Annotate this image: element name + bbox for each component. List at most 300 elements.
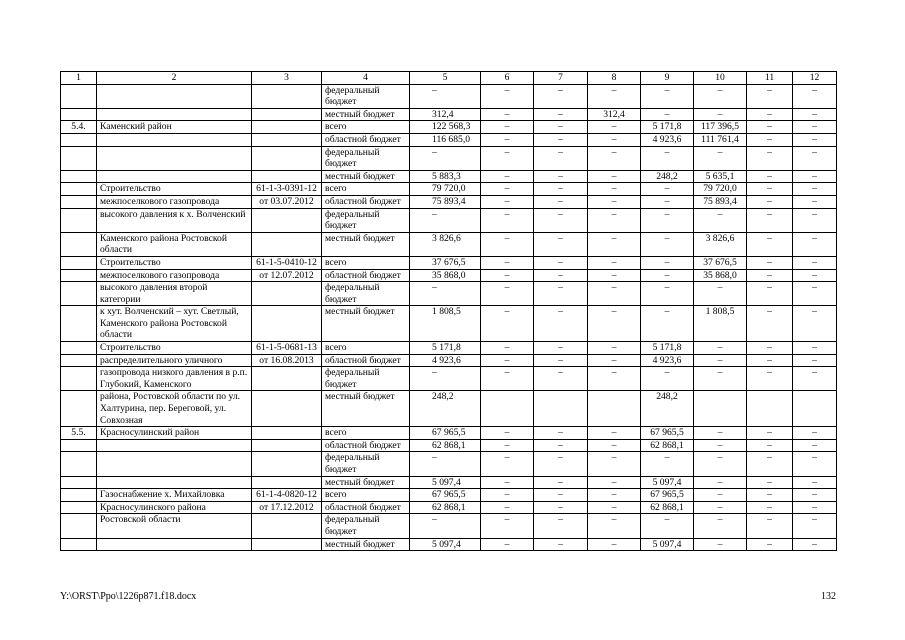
value-cell: 67 965,5 (410, 489, 481, 502)
table-row (61, 170, 837, 183)
table-row (61, 427, 837, 440)
table-row (61, 108, 837, 121)
value-cell: 5 097,4 (410, 476, 481, 489)
document-ref-cell: от 03.07.2012 (252, 195, 322, 208)
value-cell: 312,4 (588, 108, 641, 121)
value-cell: – (793, 342, 837, 355)
value-cell (793, 391, 837, 427)
table-row (61, 476, 837, 489)
table-row (61, 439, 837, 452)
funding-source-cell: федеральный бюджет (322, 208, 410, 232)
value-cell: – (534, 476, 588, 489)
value-cell: 248,2 (410, 391, 481, 427)
header-cell: 9 (641, 72, 694, 85)
value-cell: – (481, 269, 534, 282)
table-row (61, 121, 837, 134)
value-cell: 62 868,1 (641, 501, 694, 514)
value-cell: – (747, 367, 793, 391)
value-cell: – (793, 108, 837, 121)
value-cell: 3 826,6 (694, 232, 747, 256)
value-cell: – (793, 439, 837, 452)
value-cell: – (588, 146, 641, 170)
funding-source-cell: областной бюджет (322, 269, 410, 282)
value-cell: – (481, 306, 534, 342)
object-name-cell: Красносулинского района (97, 501, 252, 514)
value-cell: – (588, 183, 641, 196)
value-cell: 5 171,8 (641, 121, 694, 134)
item-number-cell (61, 538, 97, 551)
value-cell: – (694, 514, 747, 538)
value-cell: – (481, 256, 534, 269)
value-cell: – (534, 306, 588, 342)
header-cell: 8 (588, 72, 641, 85)
value-cell: – (793, 514, 837, 538)
header-cell: 3 (252, 72, 322, 85)
value-cell: – (793, 133, 837, 146)
document-ref-cell: 61-1-3-0391-12 (252, 183, 322, 196)
document-ref-cell (252, 84, 322, 108)
funding-source-cell: федеральный бюджет (322, 146, 410, 170)
page-number: 132 (821, 591, 836, 602)
value-cell: – (588, 195, 641, 208)
table-row (61, 84, 837, 108)
value-cell: – (481, 146, 534, 170)
item-number-cell (61, 170, 97, 183)
object-name-cell (97, 146, 252, 170)
value-cell: – (747, 183, 793, 196)
document-ref-cell (252, 367, 322, 391)
value-cell: – (534, 342, 588, 355)
funding-source-cell: областной бюджет (322, 439, 410, 452)
table-row (61, 269, 837, 282)
value-cell: – (534, 452, 588, 476)
table-row (61, 282, 837, 306)
document-ref-cell: 61-1-5-0681-13 (252, 342, 322, 355)
value-cell: – (747, 342, 793, 355)
value-cell: – (747, 121, 793, 134)
value-cell: – (534, 282, 588, 306)
value-cell: – (793, 269, 837, 282)
value-cell: – (641, 232, 694, 256)
value-cell: – (641, 367, 694, 391)
value-cell: 67 965,5 (641, 427, 694, 440)
value-cell: 62 868,1 (641, 439, 694, 452)
item-number-cell (61, 439, 97, 452)
value-cell: 5 171,8 (410, 342, 481, 355)
value-cell: – (793, 84, 837, 108)
value-cell: – (793, 183, 837, 196)
value-cell: – (534, 269, 588, 282)
item-number-cell (61, 282, 97, 306)
object-name-cell (97, 133, 252, 146)
header-cell: 7 (534, 72, 588, 85)
value-cell: 111 761,4 (694, 133, 747, 146)
table-row (61, 306, 837, 342)
header-cell: 5 (410, 72, 481, 85)
table-row (61, 391, 837, 427)
table-row (61, 183, 837, 196)
value-cell: – (747, 133, 793, 146)
document-ref-cell (252, 452, 322, 476)
value-cell: – (410, 514, 481, 538)
value-cell: 3 826,6 (410, 232, 481, 256)
item-number-cell (61, 195, 97, 208)
value-cell: 37 676,5 (410, 256, 481, 269)
item-number-cell (61, 84, 97, 108)
funding-source-cell: всего (322, 121, 410, 134)
value-cell: – (534, 108, 588, 121)
table-row (61, 256, 837, 269)
table-body (61, 72, 837, 551)
value-cell: – (793, 354, 837, 367)
value-cell: – (747, 208, 793, 232)
value-cell: – (694, 489, 747, 502)
value-cell: – (694, 439, 747, 452)
value-cell: – (793, 256, 837, 269)
value-cell: – (747, 476, 793, 489)
document-ref-cell: 61-1-5-0410-12 (252, 256, 322, 269)
funding-source-cell: федеральный бюджет (322, 282, 410, 306)
value-cell: – (641, 256, 694, 269)
value-cell: – (747, 427, 793, 440)
table-row (61, 501, 837, 514)
header-cell: 4 (322, 72, 410, 85)
table-row (61, 367, 837, 391)
object-name-cell (97, 439, 252, 452)
value-cell: – (481, 232, 534, 256)
value-cell (694, 391, 747, 427)
object-name-cell: межпоселкового газопровода (97, 269, 252, 282)
value-cell: – (793, 538, 837, 551)
value-cell: – (793, 501, 837, 514)
funding-source-cell: федеральный бюджет (322, 367, 410, 391)
value-cell: – (694, 342, 747, 355)
value-cell: – (534, 538, 588, 551)
value-cell: – (588, 354, 641, 367)
value-cell: 79 720,0 (694, 183, 747, 196)
header-cell: 6 (481, 72, 534, 85)
value-cell: – (588, 514, 641, 538)
value-cell: – (534, 195, 588, 208)
value-cell: – (641, 84, 694, 108)
value-cell: – (534, 367, 588, 391)
funding-source-cell: местный бюджет (322, 476, 410, 489)
value-cell: 122 568,3 (410, 121, 481, 134)
header-cell: 11 (747, 72, 793, 85)
object-name-cell: высокого давления второй категории (97, 282, 252, 306)
value-cell: 312,4 (410, 108, 481, 121)
value-cell: – (588, 232, 641, 256)
value-cell: – (694, 427, 747, 440)
object-name-cell (97, 476, 252, 489)
value-cell: – (747, 170, 793, 183)
value-cell: – (588, 367, 641, 391)
funding-source-cell: федеральный бюджет (322, 514, 410, 538)
item-number-cell (61, 108, 97, 121)
value-cell: – (747, 538, 793, 551)
value-cell: 67 965,5 (641, 489, 694, 502)
header-cell: 10 (694, 72, 747, 85)
budget-table (60, 71, 837, 551)
value-cell: – (534, 514, 588, 538)
value-cell: – (534, 121, 588, 134)
value-cell: – (793, 282, 837, 306)
value-cell: 5 097,4 (410, 538, 481, 551)
value-cell: – (747, 452, 793, 476)
item-number-cell (61, 208, 97, 232)
document-ref-cell (252, 427, 322, 440)
funding-source-cell: местный бюджет (322, 538, 410, 551)
object-name-cell (97, 452, 252, 476)
value-cell: – (641, 183, 694, 196)
value-cell: – (694, 452, 747, 476)
object-name-cell: Красносулинский район (97, 427, 252, 440)
document-ref-cell (252, 146, 322, 170)
item-number-cell (61, 354, 97, 367)
object-name-cell (97, 84, 252, 108)
value-cell: – (588, 427, 641, 440)
value-cell: – (588, 170, 641, 183)
table-row (61, 146, 837, 170)
value-cell: – (793, 170, 837, 183)
value-cell: – (641, 282, 694, 306)
value-cell: – (410, 282, 481, 306)
value-cell (481, 391, 534, 427)
value-cell: – (793, 121, 837, 134)
value-cell: – (793, 427, 837, 440)
document-ref-cell (252, 170, 322, 183)
value-cell: – (534, 439, 588, 452)
value-cell: 248,2 (641, 391, 694, 427)
value-cell: – (793, 452, 837, 476)
item-number-cell (61, 489, 97, 502)
funding-source-cell: всего (322, 489, 410, 502)
value-cell: – (694, 538, 747, 551)
item-number-cell (61, 146, 97, 170)
header-cell: 2 (97, 72, 252, 85)
object-name-cell (97, 170, 252, 183)
value-cell: – (793, 476, 837, 489)
value-cell: 1 808,5 (410, 306, 481, 342)
value-cell: 1 808,5 (694, 306, 747, 342)
value-cell: – (747, 489, 793, 502)
item-number-cell: 5.5. (61, 427, 97, 440)
document-ref-cell: от 16.08.2013 (252, 354, 322, 367)
value-cell: – (641, 514, 694, 538)
object-name-cell (97, 108, 252, 121)
funding-source-cell: всего (322, 342, 410, 355)
document-ref-cell: от 12.07.2012 (252, 269, 322, 282)
funding-source-cell: местный бюджет (322, 306, 410, 342)
item-number-cell (61, 391, 97, 427)
table-row (61, 208, 837, 232)
value-cell (534, 391, 588, 427)
object-name-cell: Каменского района Ростовской области (97, 232, 252, 256)
value-cell: – (481, 514, 534, 538)
object-name-cell: высокого давления к х. Волченский (97, 208, 252, 232)
object-name-cell: Газоснабжение х. Михайловка (97, 489, 252, 502)
table-row (61, 489, 837, 502)
object-name-cell: района, Ростовской области по ул. Халтурина, пер. Береговой, ул. Совхозная (97, 391, 252, 427)
value-cell: – (747, 282, 793, 306)
value-cell: – (588, 489, 641, 502)
value-cell: 4 923,6 (410, 354, 481, 367)
value-cell: – (481, 121, 534, 134)
value-cell: 35 868,0 (694, 269, 747, 282)
value-cell: – (588, 452, 641, 476)
funding-source-cell: местный бюджет (322, 170, 410, 183)
value-cell: – (588, 269, 641, 282)
value-cell: – (694, 84, 747, 108)
value-cell: – (481, 367, 534, 391)
value-cell: – (641, 269, 694, 282)
value-cell: – (588, 84, 641, 108)
value-cell: – (641, 208, 694, 232)
value-cell: – (481, 208, 534, 232)
value-cell: – (747, 256, 793, 269)
value-cell: – (534, 232, 588, 256)
document-ref-cell (252, 208, 322, 232)
value-cell: – (641, 452, 694, 476)
item-number-cell (61, 232, 97, 256)
value-cell: – (793, 232, 837, 256)
value-cell: – (694, 501, 747, 514)
value-cell: – (534, 84, 588, 108)
value-cell: – (481, 354, 534, 367)
value-cell: 37 676,5 (694, 256, 747, 269)
value-cell: – (588, 133, 641, 146)
value-cell: – (481, 183, 534, 196)
document-ref-cell: от 17.12.2012 (252, 501, 322, 514)
value-cell: – (747, 306, 793, 342)
value-cell: – (481, 538, 534, 551)
document-ref-cell (252, 439, 322, 452)
header-row (61, 72, 837, 85)
funding-source-cell: всего (322, 427, 410, 440)
value-cell: – (481, 133, 534, 146)
funding-source-cell: федеральный бюджет (322, 84, 410, 108)
funding-source-cell: всего (322, 183, 410, 196)
value-cell (588, 391, 641, 427)
value-cell: 5 097,4 (641, 476, 694, 489)
value-cell: – (793, 489, 837, 502)
value-cell: – (747, 501, 793, 514)
header-cell: 1 (61, 72, 97, 85)
value-cell: – (481, 501, 534, 514)
value-cell: – (534, 170, 588, 183)
value-cell: – (747, 84, 793, 108)
value-cell: – (534, 183, 588, 196)
value-cell: – (588, 256, 641, 269)
table-row (61, 133, 837, 146)
funding-source-cell: областной бюджет (322, 195, 410, 208)
funding-source-cell: федеральный бюджет (322, 452, 410, 476)
object-name-cell (97, 538, 252, 551)
object-name-cell: Каменский район (97, 121, 252, 134)
value-cell: – (641, 108, 694, 121)
value-cell: 62 868,1 (410, 501, 481, 514)
value-cell: – (793, 146, 837, 170)
value-cell: – (694, 476, 747, 489)
document-ref-cell (252, 514, 322, 538)
object-name-cell: Строительство (97, 256, 252, 269)
value-cell: – (481, 452, 534, 476)
value-cell: – (641, 195, 694, 208)
value-cell: – (481, 195, 534, 208)
object-name-cell: Строительство (97, 183, 252, 196)
document-ref-cell (252, 108, 322, 121)
value-cell: – (588, 476, 641, 489)
value-cell: – (747, 269, 793, 282)
value-cell: – (534, 146, 588, 170)
item-number-cell (61, 306, 97, 342)
object-name-cell: межпоселкового газопровода (97, 195, 252, 208)
value-cell: 4 923,6 (641, 133, 694, 146)
document-ref-cell (252, 391, 322, 427)
value-cell: – (793, 195, 837, 208)
value-cell: – (534, 354, 588, 367)
value-cell: – (694, 146, 747, 170)
value-cell: – (747, 146, 793, 170)
object-name-cell: Строительство (97, 342, 252, 355)
document-ref-cell (252, 306, 322, 342)
value-cell: – (694, 282, 747, 306)
value-cell: – (641, 306, 694, 342)
value-cell: – (793, 367, 837, 391)
value-cell: – (747, 195, 793, 208)
document-ref-cell (252, 282, 322, 306)
item-number-cell (61, 367, 97, 391)
value-cell: – (410, 367, 481, 391)
value-cell: – (694, 108, 747, 121)
document-ref-cell (252, 121, 322, 134)
item-number-cell (61, 133, 97, 146)
document-ref-cell (252, 232, 322, 256)
funding-source-cell: местный бюджет (322, 108, 410, 121)
value-cell: – (588, 208, 641, 232)
value-cell: – (481, 342, 534, 355)
value-cell: – (481, 476, 534, 489)
value-cell: 75 893,4 (410, 195, 481, 208)
funding-source-cell: всего (322, 256, 410, 269)
value-cell: – (481, 439, 534, 452)
funding-source-cell: областной бюджет (322, 133, 410, 146)
value-cell: 5 171,8 (641, 342, 694, 355)
document-ref-cell (252, 133, 322, 146)
item-number-cell (61, 256, 97, 269)
value-cell: 75 893,4 (694, 195, 747, 208)
object-name-cell: распределительного уличного (97, 354, 252, 367)
value-cell: – (588, 439, 641, 452)
value-cell: 35 868,0 (410, 269, 481, 282)
value-cell: – (588, 121, 641, 134)
value-cell: 62 868,1 (410, 439, 481, 452)
value-cell: – (588, 342, 641, 355)
item-number-cell (61, 501, 97, 514)
table-row (61, 452, 837, 476)
item-number-cell (61, 514, 97, 538)
funding-source-cell: местный бюджет (322, 232, 410, 256)
value-cell: – (747, 439, 793, 452)
value-cell: – (481, 84, 534, 108)
value-cell: – (410, 452, 481, 476)
object-name-cell: к хут. Волченский – хут. Светлый, Каменского района Ростовской области (97, 306, 252, 342)
table-row (61, 232, 837, 256)
value-cell: – (694, 208, 747, 232)
value-cell: – (747, 514, 793, 538)
value-cell: 5 635,1 (694, 170, 747, 183)
value-cell: – (588, 306, 641, 342)
